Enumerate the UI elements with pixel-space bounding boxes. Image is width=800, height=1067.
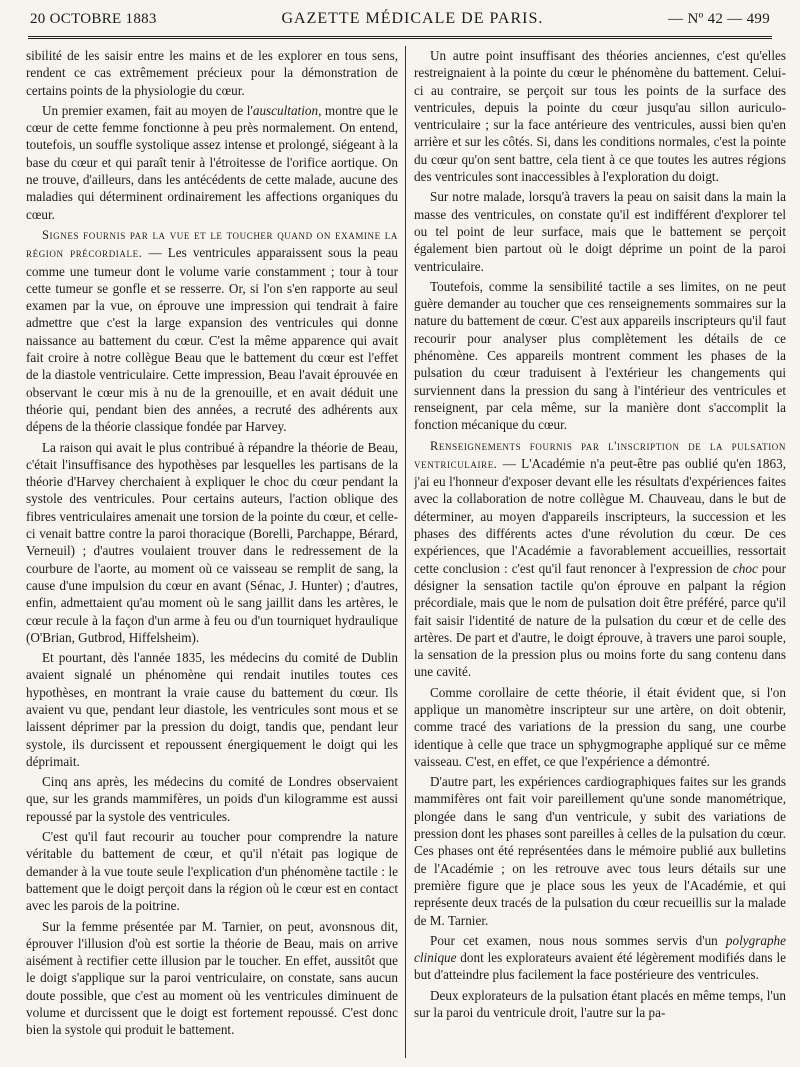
right-column xyxy=(414,47,786,1059)
paragraph: Cinq ans après, les médecins du comité de Londres observaient que, sur les grands mammifères, un poids d'un kilogramme est aussi repoussé par la systole des ventricules. xyxy=(26,774,398,824)
paragraph: D'autre part, les expériences cardiographiques faites sur les grands mammifères ont fait voir pareillement qu'une sonde manométrique, plongée dans le sang d'un ventricule, y subit des variations de pression dont les phases sont pareilles à celles de la pulsation du cœur. Ces phases ont été représentées dans le mémoire publié aux bulletins de l'Académie ; on les retrouve avec tous leurs détails sur une première figure que je place sous les yeux de l'Académie, et qui représente deux tracés de la pulsation du cœur recueillis sur la malade de M. Tarnier. xyxy=(414,774,786,928)
column-divider xyxy=(405,46,406,1058)
section-heading: Renseignements fournis par l'inscription de la pulsation ventriculaire. xyxy=(414,438,786,471)
header-rule xyxy=(28,36,772,39)
issue-date: 20 OCTOBRE 1883 xyxy=(30,11,157,27)
journal-title: GAZETTE MÉDICALE DE PARIS. xyxy=(281,10,544,27)
paragraph: Et pourtant, dès l'année 1835, les médecins du comité de Dublin avaient signalé un phénomène qui rendait inutiles toutes ces hypothèses, en montrant la vraie cause du battement du cœur. Ils avaient vu que, pendant leur diastole, les ventricules sont mous et se laissent déprimer par la pression du doigt, tandis que, pendant leur systole, ils durcissent et repoussent énergiquement le doigt qui les déprimait. xyxy=(26,650,398,769)
page-number: — Nº 42 — 499 xyxy=(668,11,770,27)
section-paragraph: Renseignements fournis par l'inscription de la pulsation ventriculaire. — L'Académie n'a peut-être pas oublié qu'en 1863, j'ai eu l'honneur d'exposer devant elle les résultats d'expériences faites avec la collaboration de notre collègue M. Chauveau, dans le but de déterminer, au moyen d'appareils inscripteurs, la succession et les phases des différents actes d'une révolution du cœur. De ces expériences, que l'Académie a favorablement accueillies, ressortait cette conclusion : c'est qu'il faut renoncer à l'expression de choc pour désigner la sensation tactile qu'on éprouve en palpant la région précordiale, mais que le nom de pulsation doit être préféré, parce qu'il fait saisir l'identité de nature de la pulsation du cœur et de celle des artères. De part et d'autre, le doigt éprouve, à travers une paroi souple, la sensation de la pression plus ou moins forte du sang contenu dans une cavité. xyxy=(414,438,786,680)
page-header xyxy=(30,10,770,36)
paragraph: C'est qu'il faut recourir au toucher pour comprendre la nature véritable du battement de cœur, et qu'il n'était pas logique de demander à la vue toute seule l'explication d'un phénomène tactile : le battement que le doigt perçoit dans la région où le cœur est en contact avec les parois de la poitrine. xyxy=(26,829,398,914)
paragraph: Pour cet examen, nous nous sommes servis d'un polygraphe clinique dont les explorateurs avaient été légèrement modifiés dans le but d'atteindre plus facilement la face postérieure des ventricules. xyxy=(414,932,786,983)
left-column xyxy=(26,47,398,1059)
paragraph: Deux explorateurs de la pulsation étant placés en même temps, l'un sur la paroi du ventricule droit, l'autre sur la pa- xyxy=(414,987,786,1021)
paragraph: La raison qui avait le plus contribué à répandre la théorie de Beau, c'était l'insuffisance des hypothèses par lesquelles les partisans de la théorie d'Harvey cherchaient à expliquer le choc du cœur pendant la systole des ventricules. Pour certains auteurs, l'action oblique des fibres ventriculaires amenait une torsion de la pointe du cœur, et celle-ci venait battre contre la paroi thoracique (Borelli, Parchappe, Bérard, Verneuil) ; d'autres voulaient trouver dans le redressement de la courbure de l'aorte, au moment où ce vaisseau se remplit de sang, la cause d'une impulsion du cœur en avant (Sénac, J. Hunter) ; d'autres, enfin, admettaient qu'au moment où le sang jaillit dans les artères, le cœur recule à la façon d'un arme à feu ou d'un tourniquet hydraulique (O'Brian, Gutbrod, Hiffelsheim). xyxy=(26,439,398,645)
paragraph: Comme corollaire de cette théorie, il était évident que, si l'on applique un manomètre inscripteur sur une artère, on doit obtenir, comme tracé des variations de la pression du sang, une courbe identique à celle que trace un sphygmographe appliqué sur ce même vaisseau. C'est, en effet, ce que l'expérience a démontré. xyxy=(414,684,786,769)
paragraph: Sur notre malade, lorsqu'à travers la peau on saisit dans la main la masse des ventricules, on constate qu'il est indifférent d'explorer tel ou tel point de leur surface, mais que le battement se perçoit également bien partout où le doigt déprime un point de la paroi ventriculaire. xyxy=(414,189,786,274)
paragraph: Un premier examen, fait au moyen de l'auscultation, montre que le cœur de cette femme fonctionne à peu près normalement. On entend, toutefois, un souffle systolique assez intense et prolongé, siégeant à la base du cœur et qui paraît tenir à l'étroitesse de l'orifice aortique. On ne trouve, d'ailleurs, dans les antécédents de cette malade, aucune des maladies qui déterminent ordinairement les affections organiques du cœur. xyxy=(26,102,398,222)
section-paragraph: Signes fournis par la vue et le toucher quand on examine la région précordiale. — Les ventricules apparaissent sous la peau comme une tumeur dont le volume varie constamment ; tour à tour cette tumeur se gonfle et se resserre. Or, si l'on s'en rapporte au seul examen par la vue, on éprouve une impression qui tendrait à faire admettre que c'est la large expansion des ventricules qui donne naissance au battement du cœur. C'est la même apparence qui avait fait croire à notre collègue Beau que le battement du cœur est l'effet de la diastole ventriculaire. Cette impression, Beau l'avait éprouvée en observant le cœur mis à nu de la grenouille, et en avait déduit une théorie qui, pendant bien des années, a recruté des adhérents aux dépens de la théorie classique fondée par Harvey. xyxy=(26,227,398,435)
paragraph: Sur la femme présentée par M. Tarnier, on peut, avonsnous dit, éprouver l'illusion d'où est sortie la théorie de Beau, mais on arrive aisément à rectifier cette illusion par le toucher. En effet, aussitôt que le doigt s'applique sur la paroi ventriculaire, on constate, sans aucun doute possible, que c'est au moment où les ventricules diminuent de volume et durcissent que le doigt est fortement repoussé. C'est donc bien la systole qui produit le battement. xyxy=(26,918,398,1038)
paragraph: sibilité de les saisir entre les mains et de les explorer en tous sens, rendent ce cas extrêmement précieux pour la démonstration de certains points de la physiologie du cœur. xyxy=(26,48,398,98)
section-heading: Signes fournis par la vue et le toucher quand on examine la région précordiale. xyxy=(26,227,398,261)
paragraph: Un autre point insuffisant des théories anciennes, c'est qu'elles restreignaient à la pointe du cœur le phénomène du battement. Celui-ci au contraire, se perçoit sur tous les points de la surface des ventricules, depuis la pointe du cœur jusqu'au sillon auriculo-ventriculaire ; sur la face antérieure des ventricules, aussi bien qu'en arrière et sur les côtés. Si, dans les conditions normales, c'est la pointe du cœur qu'on sent battre, cela tient à ce que toutes les autres régions des ventricules sont inaccessibles à l'exploration du doigt. xyxy=(414,48,786,185)
paragraph: Toutefois, comme la sensibilité tactile a ses limites, on ne peut guère demander au toucher que ces renseignements sommaires sur la nature du battement de cœur. C'est aux appareils inscripteurs qu'il faut recourir pour analyser plus complètement les détails de ce phénomène. Ces appareils montrent comment les phases de la pulsation du cœur traduisent à l'extérieur les changements qui surviennent dans la pression du sang à l'intérieur des ventricules et renseignent, par cela même, sur la manière dont s'accomplit la fonction mécanique du cœur. xyxy=(414,278,786,433)
